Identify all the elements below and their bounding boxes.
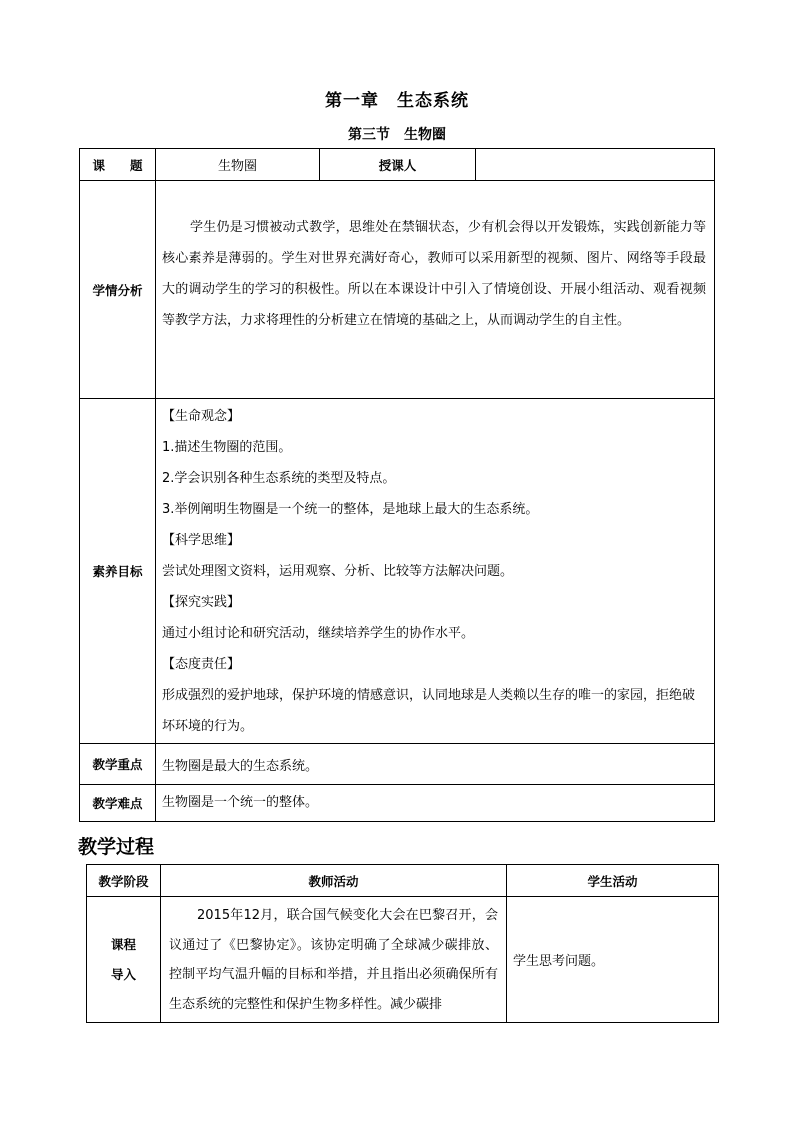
column-header-stage: 教学阶段 <box>87 865 161 897</box>
analysis-label: 学情分析 <box>80 181 156 399</box>
stage-line: 课程 <box>110 936 136 952</box>
teacher-value <box>476 149 715 181</box>
lesson-plan-table <box>79 148 715 822</box>
topic-value: 生物圈 <box>156 149 320 181</box>
stage-line: 导入 <box>110 966 136 982</box>
process-header-row <box>87 865 719 897</box>
teacher-activity-cell <box>161 897 507 1023</box>
analysis-text: 学生仍是习惯被动式教学，思维处在禁锢状态，少有机会得以开发锻炼，实践创新能力等核心素养是薄弱的。学生对世界充满好奇心，教师可以采用新型的视频、图片、网络等手段最大的调动学生的学习的积极性。所以在本课设计中引入了情境创设、开展小组活动、观看视频等教学方法，力求将理性的分析建立在情境的基础之上，从而调动学生的自主性。 <box>162 220 706 328</box>
goal-item: 1.描述生物圈的范围。 <box>162 440 292 455</box>
teacher-label: 授课人 <box>320 149 476 181</box>
goals-row <box>80 399 715 744</box>
stage-cell <box>87 897 161 1023</box>
key-point-label: 教学重点 <box>80 744 156 785</box>
topic-label: 课 题 <box>80 149 156 181</box>
difficulty-value: 生物圈是一个统一的整体。 <box>156 785 715 822</box>
student-activity-cell: 学生思考问题。 <box>507 897 719 1023</box>
goal-heading: 【生命观念】 <box>162 409 241 424</box>
difficulty-row <box>80 785 715 822</box>
analysis-cell <box>156 181 715 399</box>
difficulty-label: 教学难点 <box>80 785 156 822</box>
goal-item: 2.学会识别各种生态系统的类型及特点。 <box>162 471 396 486</box>
section-title: 第三节 生物圈 <box>348 127 446 143</box>
goal-item: 通过小组讨论和研究活动，继续培养学生的协作水平。 <box>162 626 475 641</box>
key-point-row <box>80 744 715 785</box>
goal-item: 3.举例阐明生物圈是一个统一的整体，是地球上最大的生态系统。 <box>162 502 539 517</box>
process-row-intro <box>87 897 719 1023</box>
column-header-student: 学生活动 <box>507 865 719 897</box>
analysis-row <box>80 181 715 399</box>
column-header-teacher: 教师活动 <box>161 865 507 897</box>
topic-row <box>80 149 715 181</box>
goal-item: 尝试处理图文资料，运用观察、分析、比较等方法解决问题。 <box>162 564 514 579</box>
goal-heading: 【探究实践】 <box>162 595 241 610</box>
process-table <box>86 864 719 1023</box>
goal-heading: 【态度责任】 <box>162 657 241 672</box>
goals-label: 素养目标 <box>80 399 156 744</box>
goal-heading: 【科学思维】 <box>162 533 241 548</box>
teacher-activity-text: 2015年12月，联合国气候变化大会在巴黎召开，会议通过了《巴黎协定》。该协定明确了全球减少碳排放、控制平均气温升幅的目标和举措，并且指出必须确保所有生态系统的完整性和保护生物多样性。减少碳排 <box>169 908 498 1012</box>
key-point-value: 生物圈是最大的生态系统。 <box>156 744 715 785</box>
process-heading: 教学过程 <box>78 836 155 858</box>
goals-cell <box>156 399 715 744</box>
goal-item: 形成强烈的爱护地球，保护环境的情感意识，认同地球是人类赖以生存的唯一的家园，拒绝破坏环境的行为。 <box>162 688 696 734</box>
page-title: 第一章 生态系统 <box>325 91 469 111</box>
